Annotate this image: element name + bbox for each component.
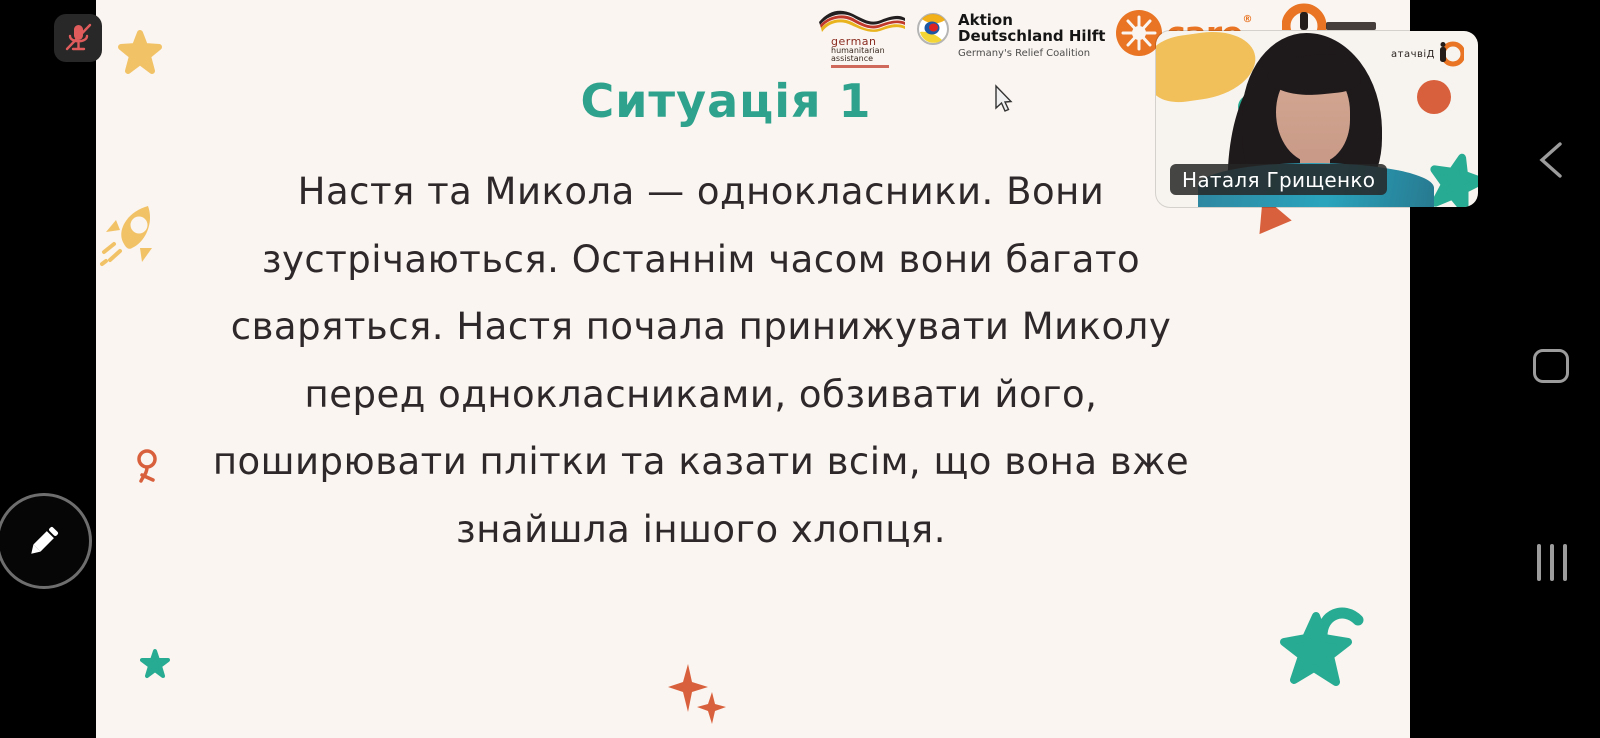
participant-name-tag [1170, 164, 1387, 195]
orange-sparkles-icon [664, 662, 734, 732]
microphone-muted-button[interactable] [54, 14, 102, 62]
body-line-6: знайшла іншого хлопця. [456, 507, 946, 551]
german-logo-line2: humanitarian [831, 46, 885, 55]
participant-name-label: Наталя Грищенко [1182, 167, 1376, 192]
nav-home-button[interactable] [1533, 349, 1569, 383]
body-line-5: поширювати плітки та казати всім, що вона вже [212, 440, 1190, 483]
nav-back-button[interactable] [1536, 141, 1564, 183]
aktion-subtitle: Germany's Relief Coalition [958, 48, 1091, 59]
teal-shooting-star-icon [1278, 590, 1374, 696]
microphone-muted-icon [63, 22, 93, 54]
german-logo-line1: german [831, 35, 877, 48]
female-symbol-icon [134, 448, 160, 490]
recents-bar-icon [1550, 544, 1554, 581]
webcam-orange-circle-decoration [1417, 80, 1451, 114]
back-chevron-icon [1536, 141, 1564, 179]
german-flag-ribbon-icon [815, 8, 907, 34]
aktion-title-line2: Deutschland Hilft [958, 27, 1106, 45]
german-logo-tagline-bar [831, 65, 889, 68]
pencil-icon [24, 521, 64, 561]
german-logo-line3: assistance [831, 54, 874, 63]
recents-bar-icon [1537, 544, 1541, 581]
webcam-brand-watermark [1391, 41, 1464, 67]
webcam-teal-starfish-decoration [1428, 153, 1478, 207]
aktion-title-line1: Aktion [958, 11, 1013, 29]
body-line-4: перед однокласниками, обзивати його, [304, 372, 1098, 416]
care-registered-mark: ® [1242, 14, 1252, 25]
webcam-brand-text-mirrored: атачвіД [1391, 48, 1435, 60]
teal-star-small-icon [140, 648, 170, 684]
slide-body-text [106, 158, 1296, 563]
divchata-logo-partial [1282, 0, 1402, 30]
body-line-1: Настя та Микола — однокласники. Вони [297, 170, 1105, 213]
participant-video-thumbnail[interactable] [1156, 31, 1478, 207]
slide-title: Ситуація 1 [580, 74, 872, 128]
annotate-pencil-button[interactable] [0, 493, 92, 589]
body-line-2: зустрічаються. Останнім часом вони багато [261, 237, 1141, 281]
body-line-3: сваряться. Настя почала принижувати Миколу [230, 305, 1172, 348]
webcam-brand-mirrored-logo-icon [1438, 41, 1464, 67]
mouse-cursor [993, 84, 1013, 118]
recents-bar-icon [1563, 544, 1567, 581]
aktion-globe-icon [916, 12, 950, 46]
aktion-deutschland-hilft-logo [916, 12, 1116, 59]
yellow-star-icon [118, 30, 162, 80]
german-humanitarian-assistance-logo [815, 8, 910, 63]
rocket-icon [96, 196, 172, 276]
nav-recents-button[interactable] [1537, 544, 1567, 581]
